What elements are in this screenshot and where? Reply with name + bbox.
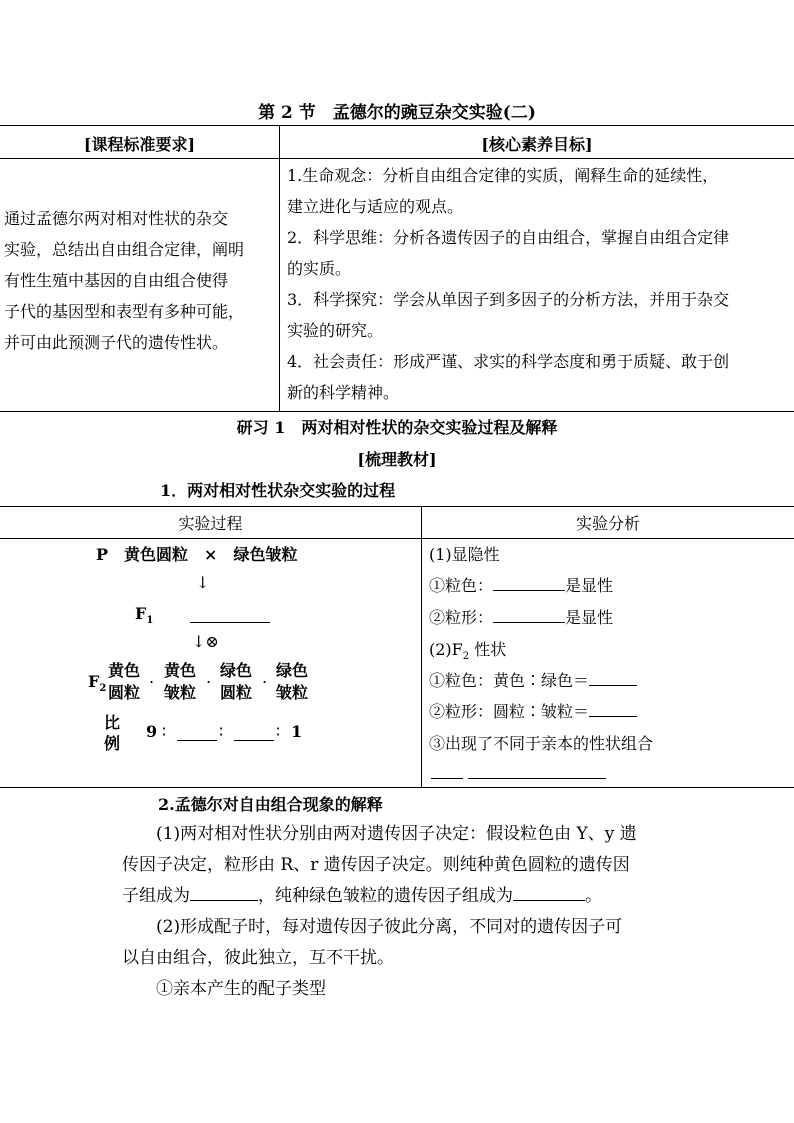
section2-paragraph1: (1)两对相对性状分别由两对遗传因子决定：假设粒色由 Y、y 遗 传因子决定，粒形由 R、r 遗传因子决定。则纯种黄色圆粒的遗传因 子组成为 ，纯种绿色皱粒的遗传因子组成为 。	[122, 824, 637, 906]
ratio-colon: ∶	[276, 722, 281, 741]
section1-item1: 1．两对相对性状杂交实验的过程	[160, 481, 396, 500]
phenotype-separator: .	[206, 668, 212, 687]
ratio-label: 比 例	[104, 713, 121, 753]
section2-paragraph3: ①亲本产生的配子类型	[156, 979, 326, 999]
phenotype-separator: .	[262, 668, 268, 687]
yellow-round-genotype-blank[interactable]	[190, 886, 258, 901]
goal-line: 4．社会责任：形成严谨、求实的科学态度和勇于质疑、敢于创	[287, 352, 730, 371]
goal-line: 建立进化与适应的观点。	[287, 197, 464, 216]
analysis-seed-color: ①粒色： 是显性	[429, 576, 614, 595]
f1-blank[interactable]	[190, 608, 270, 623]
section2-heading: 2.孟德尔对自由组合现象的解释	[158, 795, 383, 814]
section1-subheading: [梳理教材]	[357, 450, 437, 469]
analysis-f2-traits: $(2)F_2$ 性状	[429, 640, 507, 663]
ratio-blank[interactable]	[234, 726, 274, 741]
ratio-first: 9	[146, 722, 158, 741]
table1-header-right: [核心素养目标]	[481, 135, 593, 154]
goal-line: 2．科学思维：分析各遗传因子的自由组合，掌握自由组合定律	[287, 228, 730, 247]
shape-ratio-blank[interactable]	[589, 702, 637, 717]
color-ratio-blank[interactable]	[589, 671, 637, 686]
goal-line: 的实质。	[287, 259, 352, 278]
table2-header-border	[0, 538, 794, 539]
curriculum-line: 并可由此预测子代的遗传性状。	[4, 333, 229, 352]
seed-shape-blank[interactable]	[493, 608, 565, 623]
page-title: 第 2 节 孟德尔的豌豆杂交实验(二)	[258, 103, 536, 123]
combination-blank[interactable]	[431, 764, 463, 779]
analysis-dominance: (1)显隐性	[429, 545, 500, 564]
analysis-new-combination: ③出现了不同于亲本的性状组合	[429, 734, 654, 753]
table2-top-border	[0, 506, 794, 507]
curriculum-line: 通过孟德尔两对相对性状的杂交	[4, 209, 229, 228]
analysis-seed-shape: ②粒形： 是显性	[429, 608, 614, 627]
f1-label: $F_1$	[135, 604, 154, 627]
table1-top-border	[0, 125, 794, 126]
table2-header-right: 实验分析	[575, 514, 640, 533]
curriculum-requirements	[4, 203, 274, 358]
analysis-shape-ratio: ②粒形：圆粒∶皱粒＝	[429, 699, 637, 722]
goal-line: 实验的研究。	[287, 321, 384, 340]
phenotype-green-round: 绿色 圆粒	[220, 661, 253, 702]
goal-line: 3．科学探究：学会从单因子到多因子的分析方法，并用于杂交	[287, 290, 730, 309]
phenotype-yellow-wrinkled: 黄色 皱粒	[164, 661, 197, 702]
table1-bottom-border	[0, 411, 794, 412]
analysis-color-ratio: ①粒色：黄色∶绿色＝	[429, 668, 637, 691]
goal-line: 1.生命观念：分析自由组合定律的实质，阐释生命的延续性，	[287, 166, 719, 185]
combination-blank[interactable]	[468, 764, 606, 779]
ratio-colon: ∶	[162, 722, 167, 741]
ratio-blank[interactable]	[177, 726, 217, 741]
curriculum-line: 子代的基因型和表型有多种可能，	[4, 302, 245, 321]
selfing-arrow-icon: ↓⊗	[192, 632, 219, 651]
ratio-colon: ∶	[219, 722, 224, 741]
phenotype-yellow-round: 黄色 圆粒	[108, 661, 141, 702]
section2-paragraph2: (2)形成配子时，每对遗传因子彼此分离，不同对的遗传因子可 以自由组合，彼此独立，互不干扰。	[122, 917, 623, 968]
table2-bottom-border	[0, 787, 794, 788]
table1-divider	[279, 125, 280, 411]
green-wrinkled-genotype-blank[interactable]	[513, 886, 585, 901]
table2-divider	[421, 506, 422, 787]
curriculum-line: 实验，总结出自由组合定律，阐明	[4, 240, 245, 259]
f2-label: $F_2$	[88, 672, 107, 695]
phenotype-green-wrinkled: 绿色 皱粒	[276, 661, 309, 702]
phenotype-separator: .	[149, 668, 155, 687]
core-literacy-goals	[287, 160, 794, 408]
table1-header-border	[0, 158, 794, 159]
goal-line: 新的科学精神。	[287, 383, 400, 402]
curriculum-line: 有性生殖中基因的自由组合使得	[4, 271, 229, 290]
table1-header-left: [课程标准要求]	[83, 135, 196, 154]
parent-cross: P 黄色圆粒 × 绿色皱粒	[96, 545, 298, 564]
arrow-down-icon: ↓	[196, 573, 210, 592]
table2-header-left: 实验过程	[178, 514, 243, 533]
seed-color-blank[interactable]	[493, 576, 565, 591]
ratio-last: 1	[291, 722, 303, 741]
section1-heading: 研习 1 两对相对性状的杂交实验过程及解释	[236, 418, 558, 437]
